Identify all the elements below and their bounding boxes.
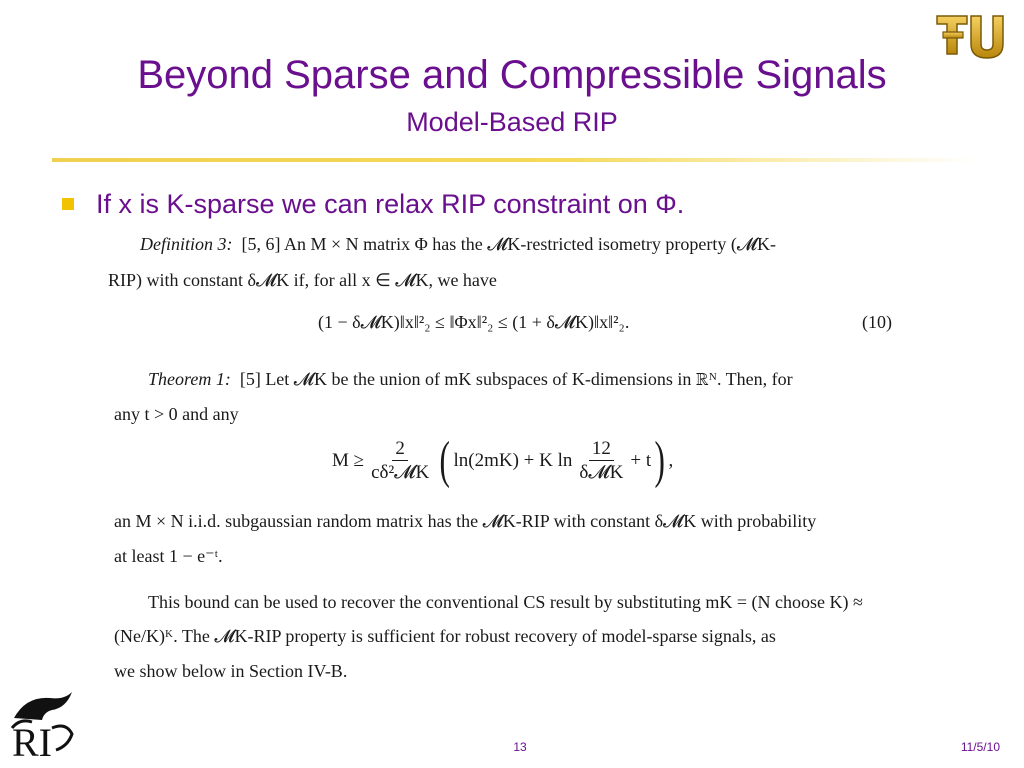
left-paren: (: [439, 432, 451, 489]
theorem-line-1: [148, 369, 793, 390]
theorem-text-1: [5] Let 𝓜K be the union of mK subspaces of K-dimensions in ℝᴺ. Then, for: [239, 369, 793, 389]
bound-trail: ,: [668, 450, 674, 471]
bound-fraction-2: [576, 438, 626, 485]
page-number: 13: [513, 740, 527, 754]
definition-text-1: [5, 6] An M × N matrix Φ has the 𝓜K-restricted isometry property (𝓜K-: [241, 234, 777, 254]
svg-text:RI: RI: [12, 720, 52, 760]
definition-line-1: [140, 234, 776, 255]
definition-line-2: RIP) with constant δ𝓜K if, for all x ∈ 𝓜K, we have: [108, 270, 497, 290]
bound-fraction-2-den: δ𝓜K: [579, 461, 624, 483]
theorem-line-2: any t > 0 and any: [114, 404, 239, 424]
slide-date: 11/5/10: [960, 740, 1000, 754]
slide-title: Beyond Sparse and Compressible Signals: [137, 53, 887, 97]
measurement-bound-equation: [332, 430, 673, 492]
bound-lhs: M ≥: [332, 450, 365, 471]
theorem-label: Theorem 1:: [148, 369, 231, 389]
paragraph-line-3: we show below in Section IV-B.: [114, 661, 348, 681]
definition-label: Definition 3:: [140, 234, 233, 254]
bound-fraction-den: cδ²𝓜K: [371, 461, 430, 483]
bullet-text: If x is K-sparse we can relax RIP constraint on Φ.: [96, 188, 685, 219]
paragraph-line-1: This bound can be used to recover the conventional CS result by substituting mK = (N choose K) ≈: [148, 592, 863, 612]
bound-inner-left: ln(2mK) + K ln: [453, 450, 573, 471]
bound-inner-right: + t: [630, 450, 652, 471]
bullet-square-icon: [62, 198, 74, 210]
bound-fraction: [368, 438, 432, 485]
bullet-item: [62, 186, 684, 222]
title-divider: [52, 158, 976, 162]
bound-fraction-2-num: 12: [589, 438, 614, 461]
slide-subtitle: Model-Based RIP: [406, 107, 618, 137]
after-bound-line-1: an M × N i.i.d. subgaussian random matrix has the 𝓜K-RIP with constant δ𝓜K with probability: [114, 511, 817, 531]
after-bound-line-2: at least 1 − e⁻ᵗ.: [114, 546, 223, 566]
bound-fraction-num: 2: [392, 438, 408, 461]
equation-10: (1 − δ𝓜K)‖x‖²₂ ≤ ‖Φx‖²₂ ≤ (1 + δ𝓜K)‖x‖²₂.: [318, 312, 630, 332]
equation-number: (10): [862, 312, 892, 332]
paragraph-line-2: (Ne/K)ᴷ. The 𝓜K-RIP property is sufficient for robust recovery of model-sparse signals, as: [114, 626, 776, 646]
right-paren: ): [654, 432, 665, 489]
ri-logo-icon: [6, 688, 78, 760]
